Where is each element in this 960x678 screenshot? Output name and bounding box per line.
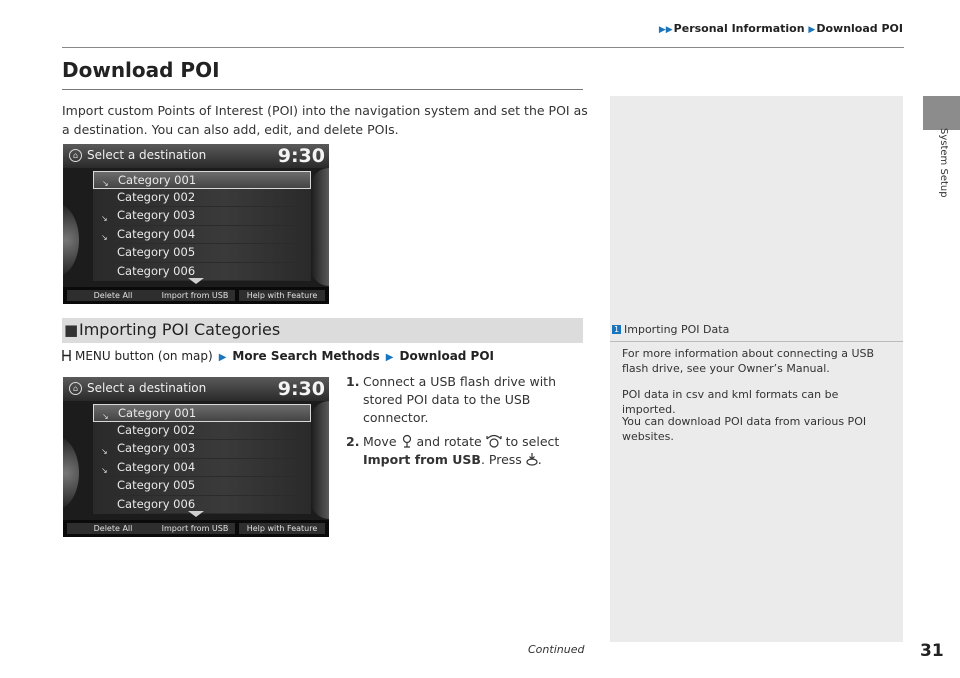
home-icon: ⌂ [69,149,82,162]
dial-decoration [63,437,79,509]
list-item[interactable]: Category 006 [93,496,311,515]
screen-clock: 9:30 [277,378,325,400]
dial-decoration [63,204,79,276]
step-number: 1. [346,374,360,389]
note-marker-icon: 1 [613,325,620,334]
pin-icon: ↘ [101,447,108,456]
menu-path: MENU button (on map) ▶ More Search Methods ▶ Download POI [62,349,494,363]
section-heading: ■ Importing POI Categories [62,318,583,343]
joystick-move-icon [401,434,413,448]
step-number: 2. [346,434,360,449]
list-item[interactable]: Category 006 [93,263,311,282]
list-item[interactable]: ↘ Category 004 [93,459,311,478]
list-item[interactable]: Category 005 [93,244,311,263]
home-icon: ⌂ [69,382,82,395]
chapter-tab [923,96,960,130]
pin-icon: ↘ [101,214,108,223]
knob-rotate-icon [486,434,502,448]
knob-press-icon [526,452,538,466]
pin-icon: ↘ [101,232,108,242]
note-paragraph: For more information about connecting a USB flash drive, see your Owner’s Manual. [622,347,875,375]
scroll-down-icon[interactable] [188,511,204,517]
triangle-right-icon: ▶ [218,352,227,363]
category-list [93,171,311,281]
pin-icon: ↘ [101,465,108,475]
triangle-right-icon: ▶ [385,352,394,363]
help-with-feature-button[interactable]: Help with Feature [239,523,325,534]
nav-screenshot [63,144,329,304]
note-paragraph: You can download POI data from various POI websites. [622,415,867,443]
step-text: Move and rotate to select Import from USB. Press . [363,434,560,467]
note-title: 1 Importing POI Data [613,323,730,336]
help-with-feature-button[interactable]: Help with Feature [239,290,325,301]
screen-clock: 9:30 [277,145,325,167]
header-divider [62,47,904,48]
page-number: 31 [920,641,944,661]
list-item[interactable]: ↘ Category 003 [93,207,311,226]
screen-title: Select a destination [87,381,207,395]
chapter-label: System Setup [938,128,949,198]
screen-edge [311,401,329,519]
triangle-right-icon: ▶▶ [658,25,673,35]
category-list [93,404,311,514]
step-text: Connect a USB flash drive with stored POI data to the USB connector. [363,374,556,425]
note-divider [610,341,903,342]
pin-icon: ↘ [102,179,109,188]
list-item[interactable]: ↘ Category 001 [93,171,311,189]
note-paragraph: POI data in csv and kml formats can be imported. [622,388,839,416]
screen-edge [311,168,329,286]
continued-label: Continued [528,643,585,656]
list-item[interactable]: ↘ Category 004 [93,226,311,245]
h-key-icon [62,350,71,361]
import-from-usb-button[interactable]: Import from USB [155,290,235,301]
list-item[interactable]: Category 005 [93,477,311,496]
breadcrumb-personal-information[interactable]: Personal Information [673,22,805,35]
list-item[interactable]: Category 002 [93,422,311,441]
title-divider [62,89,583,90]
list-item[interactable]: ↘ Category 001 [93,404,311,422]
scroll-down-icon[interactable] [188,278,204,284]
breadcrumb [659,22,903,35]
pin-icon: ↘ [102,412,109,421]
list-item[interactable]: Category 002 [93,189,311,208]
breadcrumb-download-poi[interactable]: Download POI [816,22,903,35]
delete-all-button[interactable]: Delete All [67,523,159,534]
section-square-icon: ■ [64,321,79,339]
nav-screenshot [63,377,329,537]
list-item[interactable]: ↘ Category 003 [93,440,311,459]
delete-all-button[interactable]: Delete All [67,290,159,301]
import-from-usb-button[interactable]: Import from USB [155,523,235,534]
triangle-right-icon: ▶ [808,25,816,35]
page-title: Download POI [62,58,220,82]
intro-paragraph: Import custom Points of Interest (POI) into the navigation system and set the POI as a destination. You can also add, edit, and delete POIs. [62,103,588,137]
screen-title: Select a destination [87,148,207,162]
